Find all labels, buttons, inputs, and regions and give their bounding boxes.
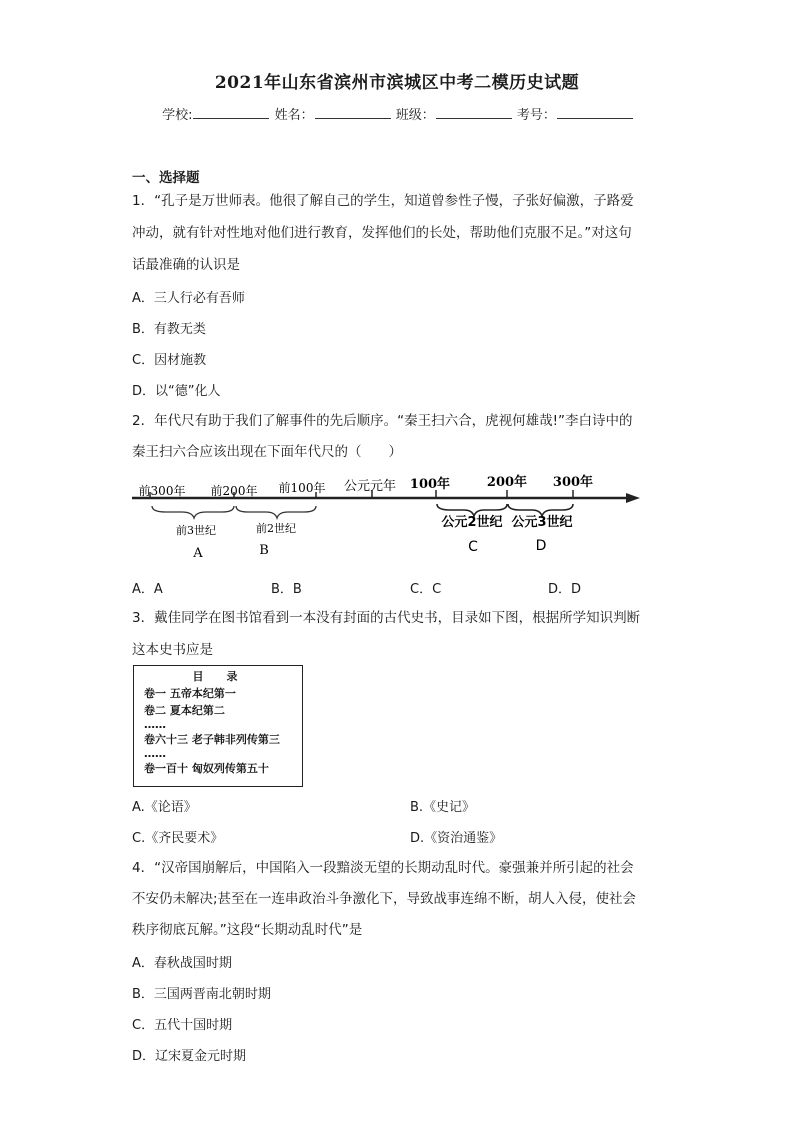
letter-a: A: [193, 546, 203, 560]
catalog-row: 卷一百十 匈奴列传第五十: [144, 762, 269, 775]
q1-stem-line-2: 冲动，就有针对性地对他们进行教育，发挥他们的长处，帮助他们克服不足。”对这句: [132, 225, 632, 241]
q2-option-b[interactable]: B．B: [271, 582, 302, 597]
q1-stem-line-1: 1．“孔子是万世师表。他很了解自己的学生，知道曾参性子慢，子张好偏激，子路爱: [132, 193, 634, 209]
period-label-c: 公元2世纪: [441, 515, 503, 530]
letter-c: C: [468, 539, 478, 555]
name-label: 姓名：: [274, 108, 314, 123]
catalog-title: 目 录: [192, 670, 244, 683]
tick-label-bc100: 前100年: [278, 481, 326, 495]
class-label: 班级：: [395, 108, 435, 123]
q4-stem-line-1: 4．“汉帝国崩解后，中国陷入一段黯淡无望的长期动乱时代。豪强兼并所引起的社会: [132, 860, 634, 876]
exam-title: 2021年山东省滨州市滨城区中考二模历史试题: [214, 73, 580, 93]
q2-stem-line-1: 2．年代尺有助于我们了解事件的先后顺序。“秦王扫六合，虎视何雄哉!”李白诗中的: [132, 413, 633, 429]
q2-option-a[interactable]: A．A: [132, 582, 163, 597]
tick-label-bc300: 前300年: [138, 484, 186, 498]
q3-option-c[interactable]: C.《齐民要术》: [132, 831, 224, 846]
tick-label-ad300: 300年: [552, 475, 594, 490]
brace-a: [152, 506, 234, 518]
student-info-line: [0, 104, 794, 123]
timeline-arrow: [626, 493, 640, 503]
period-label-a: 前3世纪: [176, 524, 216, 537]
period-label-b: 前2世纪: [256, 522, 296, 535]
tick-label-ad100: 100年: [409, 477, 451, 492]
letter-d: D: [535, 538, 547, 554]
q3-stem-line-1: 3．戴佳同学在图书馆看到一本没有封面的古代史书，目录如下图，根据所学知识判断: [132, 610, 641, 626]
q4-option-b[interactable]: B．三国两晋南北朝时期: [132, 987, 271, 1002]
catalog-row: 卷六十三 老子韩非列传第三: [144, 733, 280, 746]
timeline-figure: [130, 468, 642, 560]
section-title: 一、选择题: [132, 170, 200, 186]
catalog-row: 卷一 五帝本纪第一: [144, 687, 236, 700]
q2-option-d[interactable]: D．D: [548, 582, 582, 597]
q4-option-d[interactable]: D．辽宋夏金元时期: [132, 1049, 247, 1064]
q4-stem-line-3: 秩序彻底瓦解。”这段“长期动乱时代”是: [132, 922, 363, 938]
exam-number-label: 考号：: [516, 108, 556, 123]
brace-b: [236, 506, 316, 518]
q4-option-a[interactable]: A．春秋战国时期: [132, 956, 232, 971]
exam-number-blank[interactable]: [557, 106, 633, 119]
q2-stem-line-2: 秦王扫六合应该出现在下面年代尺的（ ）: [132, 444, 402, 460]
q4-stem-line-2: 不安仍未解决;甚至在一连串政治斗争激化下，导致战事连绵不断，胡人入侵，使社会: [132, 891, 637, 907]
class-blank[interactable]: [436, 106, 512, 119]
catalog-row: ……: [144, 747, 166, 760]
period-label-d: 公元3世纪: [511, 515, 573, 530]
letter-b: B: [259, 543, 269, 558]
catalog-row: 卷二 夏本纪第二: [144, 704, 225, 717]
tick-label-bc200: 前200年: [210, 484, 258, 498]
school-blank[interactable]: [193, 106, 269, 119]
q1-option-a[interactable]: A．三人行必有吾师: [132, 291, 245, 306]
tick-label-ad0: 公元元年: [343, 479, 397, 494]
q2-option-c[interactable]: C．C: [410, 582, 442, 597]
name-blank[interactable]: [315, 106, 391, 119]
school-label: 学校:: [162, 108, 193, 123]
catalog-row: ……: [144, 718, 166, 731]
q1-option-c[interactable]: C．因材施教: [132, 353, 207, 368]
q1-option-b[interactable]: B．有教无类: [132, 322, 206, 337]
tick-label-ad200: 200年: [486, 475, 528, 490]
q3-stem-line-2: 这本史书应是: [132, 642, 213, 658]
q1-stem-line-3: 话最准确的认识是: [132, 257, 240, 273]
q3-option-d[interactable]: D.《资治通鉴》: [410, 831, 503, 846]
catalog-box: [133, 665, 303, 787]
q3-option-a[interactable]: A.《论语》: [132, 800, 197, 815]
q3-option-b[interactable]: B.《史记》: [410, 800, 476, 815]
q4-option-c[interactable]: C．五代十国时期: [132, 1018, 233, 1033]
q1-option-d[interactable]: D．以“德”化人: [132, 384, 221, 399]
